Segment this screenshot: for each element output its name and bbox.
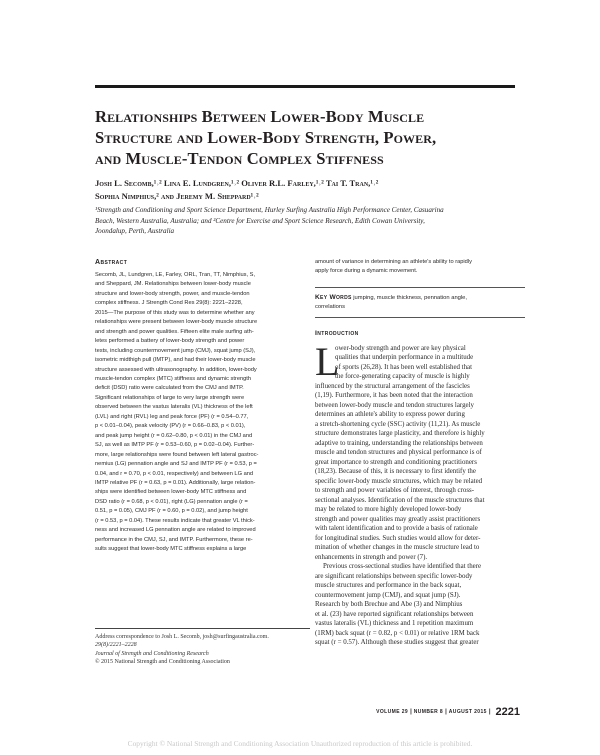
abstract-line: apply force during a dynamic movement. — [315, 268, 418, 275]
author-line: Josh L. Secomb,¹˒² Lina E. Lundgren,¹˒² Oliver R.L. Farley,¹˒² Tai T. Tran,¹˒² — [95, 178, 379, 188]
body-line: (1RM) back squat (r = 0.82, p < 0.01) or relative 1RM back — [315, 629, 480, 637]
journal-line: Journal of Strength and Conditioning Research — [95, 650, 209, 657]
correspondence-line: Address correspondence to Josh L. Secomb, josh@surfingaustralia.com. — [95, 634, 269, 640]
header-rule — [95, 85, 515, 88]
introduction-body — [315, 338, 525, 648]
abstract-line: performance in the CMJ, SJ, and IMTP. Furthermore, these re- — [95, 536, 253, 543]
body-line: (1,19). Furthermore, it has been noted that the interaction — [315, 392, 473, 400]
copyright-notice: Copyright © National Strength and Conditioning Association Unauthorized reproduction of this article is prohibited. — [127, 739, 473, 748]
abstract-line: sults suggest that lower-body MTC stiffness explains a large — [95, 546, 247, 553]
body-line: with talent identification and to provide a basis of rationale — [315, 525, 478, 533]
body-line: for longitudinal studies. Such studies would allow for deter- — [315, 534, 481, 542]
abstract-line: relationships were present between lower-body muscle structure — [95, 319, 258, 326]
body-line: (18,23). Because of this, it is necessary to first identify the — [315, 468, 476, 476]
body-line: great importance to strength and conditioning practitioners — [315, 458, 477, 466]
affiliations — [95, 205, 515, 237]
abstract-line: (r = 0.53, p = 0.04). These results indicate that greater VL thick- — [95, 517, 255, 524]
body-line: of sports (26,28). It has been well established that — [335, 363, 473, 371]
abstract-line: 0.51, p = 0.05), CMJ PF (r = 0.60, p = 0.02), and jump height — [95, 508, 248, 515]
keywords-box — [315, 287, 525, 318]
body-line: vastus lateralis (VL) thickness and 1 repetition maximum — [315, 620, 474, 628]
body-line: qualities that underpin performance in a multitude — [335, 354, 474, 362]
title-line: Relationships Between Lower-Body Muscle — [95, 107, 425, 126]
footer-volume: VOLUME 29 — [376, 708, 409, 715]
abstract-line: and Sheppard, JM. Relationships between lower-body muscle — [95, 281, 251, 288]
abstract-continuation — [315, 258, 525, 277]
affiliation-line: ¹Strength and Conditioning and Sport Science Department, Hurley Surfing Australia High Performance Center, Casuarina — [95, 206, 444, 214]
abstract-line: Secomb, JL, Lundgren, LE, Farley, ORL, Tran, TT, Nimphius, S, — [95, 272, 256, 278]
abstract-line: Significant relationships of large to very large strength were — [95, 394, 245, 401]
body-line: between lower-body muscle and tendon structures largely — [315, 401, 474, 409]
keywords-text: jumping, muscle thickness, pennation angle, — [353, 294, 468, 301]
abstract-line: ness and increased LG pennation angle are related to improved — [95, 527, 256, 534]
abstract-line: (LVL) and right (RVL) leg and peak force (PF) (r = 0.54–0.77, — [95, 413, 249, 420]
abstract-line: amount of variance in determining an athlete's ability to rapidly — [315, 259, 472, 265]
body-line: sectional analyses. Identification of the muscle structures that — [315, 496, 485, 504]
body-line: enhancements in strength and power (7). — [315, 553, 428, 561]
abstract-line: tests, including countermovement jump (CMJ), squat jump (SJ), — [95, 347, 256, 354]
author-list — [95, 177, 525, 203]
body-line: Research by both Brechue and Abe (3) and Nimphius — [315, 601, 463, 609]
body-line: et al. (23) have reported significant relationships between — [315, 610, 474, 618]
body-line: influenced by the structural arrangement of the fascicles — [315, 382, 470, 390]
abstract-line: IMTP relative PF (r = 0.63, p = 0.01). Additionally, large relation- — [95, 479, 256, 486]
title-line: and Muscle-Tendon Complex Stiffness — [95, 149, 384, 168]
keywords-label: Key Words — [315, 293, 352, 301]
body-line: adaptive to training, understanding the relationships between — [315, 439, 483, 447]
body-line: may be related to more highly developed lower-body — [315, 506, 462, 514]
page-footer — [370, 703, 520, 721]
footer-separator: | — [445, 708, 447, 715]
abstract-line: structure and lower-body strength, power, and muscle-tendon — [95, 290, 250, 297]
footer-date: AUGUST 2015 — [448, 708, 487, 715]
body-line: the force-generating capacity of muscle is highly — [335, 373, 470, 381]
abstract-line: p < 0.01–0.04), peak velocity (PV) (r = 0.66–0.83, p < 0.01), — [95, 423, 246, 430]
abstract-line: structure assessed with ultrasonography. In addition, lower-body — [95, 366, 257, 373]
title-line: Structure and Lower-Body Strength, Power, — [95, 128, 437, 147]
introduction-heading: Introduction — [315, 329, 359, 337]
body-line: ower-body strength and power are key physical — [335, 344, 466, 352]
abstract-body — [95, 271, 310, 555]
abstract-line: more, large relationships were found between left lateral gastroc- — [95, 451, 259, 458]
affiliation-line: Beach, Western Australia, Australia; and ²Centre for Exercise and Sport Science Research, Edith Cowan University, — [95, 216, 425, 225]
body-line: muscle structures and performance in the back squat, — [315, 582, 462, 590]
keywords-text: correlations — [315, 304, 345, 311]
affiliation-line: Joondalup, Perth, Australia — [95, 227, 175, 236]
volume-line: 29(8)/2221–2228 — [95, 642, 137, 649]
abstract-line: nemius (LG) pennation angle and SJ and IMTP PF (r = 0.53, p = — [95, 461, 257, 468]
body-line: determines an athlete's ability to express power during — [315, 411, 465, 419]
body-line: squat (r = 0.57). Although these studies suggest that greater — [315, 639, 479, 647]
abstract-line: observed between the vastus lateralis (VL) thickness of the left — [95, 404, 253, 411]
page-number: 2221 — [495, 705, 520, 718]
abstract-line: 2015—The purpose of this study was to determine whether any — [95, 309, 255, 316]
abstract-line: ships were identified between lower-body MTC stiffness and — [95, 489, 247, 496]
footer-separator: | — [488, 708, 491, 715]
body-line: mination of whether changes in the muscle structure lead to — [315, 544, 480, 552]
abstract-line: deficit (DSD) ratio were calculated from the CMJ and IMTP. — [95, 385, 244, 392]
article-title — [95, 106, 525, 169]
abstract-line: 0.04, and r = 0.70, p < 0.01, respectively) and between LG and — [95, 470, 254, 477]
body-line: Previous cross-sectional studies have identified that there — [323, 563, 482, 571]
body-line: strength and power qualities may greatly assist practitioners — [315, 515, 481, 523]
right-column — [315, 258, 525, 648]
abstract-line: DSD ratio (r = 0.68, p < 0.01), right (LG) pennation angle (r = — [95, 498, 248, 505]
author-line: Sophia Nimphius,² and Jeremy M. Sheppard¹˒² — [95, 191, 259, 201]
body-line: specific lower-body muscle structures, which may be related — [315, 477, 483, 485]
abstract-line: and peak jump height (r = 0.62–0.80, p < 0.01) in the CMJ and — [95, 432, 253, 439]
body-line: countermovement jump (CMJ), and squat jump (SJ). — [315, 591, 461, 599]
abstract-line: letes performed a battery of lower-body strength and power — [95, 338, 245, 345]
abstract-line: muscle-tendon complex (MTC) stiffness and dynamic strength — [95, 375, 252, 382]
left-column — [95, 258, 310, 555]
abstract-line: SJ, as well as IMTP PF (r = 0.53–0.60, p = 0.02–0.04). Further- — [95, 442, 255, 449]
abstract-line: and strength and power qualities. Fifteen elite male surfing ath- — [95, 328, 254, 335]
footer-number: NUMBER 8 — [413, 708, 444, 715]
body-line: a stretch-shortening cycle (SSC) activity (11,21). As muscle — [315, 420, 481, 428]
abstract-line: isometric midthigh pull (IMTP), and had their lower-body muscle — [95, 357, 256, 364]
footnote-copyright: © 2015 National Strength and Conditioning Association — [95, 658, 230, 665]
body-line: structure demonstrates large plasticity, and therefore is highly — [315, 430, 485, 438]
abstract-line: complex stiffness. J Strength Cond Res 29(8): 2221–2228, — [95, 300, 243, 307]
body-line: muscle and tendon structures and physical performance is of — [315, 449, 482, 457]
drop-cap: L — [315, 338, 340, 384]
footer-separator: | — [410, 708, 412, 715]
abstract-heading: Abstract — [95, 259, 128, 266]
footnote — [95, 628, 310, 666]
body-line: are significant relationships between specific lower-body — [315, 572, 473, 580]
body-line: to strength and power variables of interest, through cross- — [315, 487, 475, 495]
